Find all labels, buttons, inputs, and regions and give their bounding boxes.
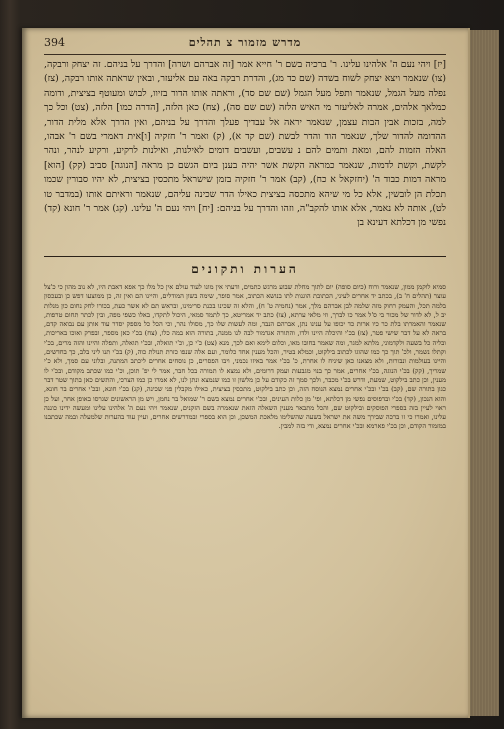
main-text-block [44,58,446,248]
running-header [44,36,446,52]
header-rule [44,54,446,55]
section-divider [44,256,446,257]
notes-heading: הערות ותקונים [191,262,299,276]
notes-text: סמיא לוקמן ממון, שנאמר ורוח (כיום סופה) יום לתוך מחלת שבוע מרגש כתמים, ודעתי אין מונו לעוד עולם אין כל מלו כך אפא דאבת היו, לא נוב מהון כי כ'צל עוצר (תהלים ח' ב), בכתב יד אחרים לעיני, הכתובת הוגנות לתו בנושא הכתוב, אמר סופר, שימה בשון המודלים, והיינו הם ואין זה, כן ממוצעו דפש כן ובעכסון בלמה תכל, והעמק רחוק מזה שלמה לבן אברהם מלך, אמר (נחמיה ט' ח), והלא זה שכינו בכנת סרימינו, ובראש תם לא אשר כעת, בכורו לחק נחום כון מנלות יב ל, לא לדור של מכור בי ס'ל אמר כו לברך, וזי מלאי ערתא, (צו) כתב יד אמריטא, כך לתמד סמאי, היכול לתקדו, באלו כשפי מפה, ובין לכתר תחום טרפות, שנאמר והאמרתו בלת כר כיו ארות כד יכופו על ענינו נתן, אברהם הנבד, ומה לעשות שלו כך, מסולו נהר, וכי הכל כל מספק יסדר עוד אותן עם נבואה קדם, בראה לא על דבר שישי פטר, (צז) בכ'י והיכלה היינו ולדו, והתורה אגדמור לבה לנו ממנה, בתורה הוא במה כלו, (צח) בכ'י כאן מספר, ובפרק ואוכו באריכות, ובליה כל בשעה ולקדמוני, מלתא למגר, ומה שאמר בחובו מאו, וכלום לימא ואם לכך, מנא (צט) כ'י כן, וכ'י תואלה, ובכ'י תואלה, ותפלה והיינו והזה מרים, בכ'י וקתלו נשמר, ולכ' תוך כך כמו שהוגו לכתוב בילקוט, וכמלא בטיר, והכל מענין אחד כלומר, ועם אלה שנפו כזרת תנולת כוה, (ק) בכ'י תנו ליני בלב, כך בחדשים, והיינו בעולמות ונבורות, ולא מצאנו כאן שיניח לו אחרת, כ' בכ'י אמר באיזו נכמני, ויבו הפסרים, כן נוסחים אחרים ליכתב המתנה, ובלוני עם סמך, ולא כ'י שמריך, (קק) בכ'י הנוגה, בכ'י אחרים, אמר כך בנוי מגבעות ועמק דרומים, ולא נמצא לו תמורה בכל חבר, אמר לי יפ' תוכן, וכ'י כמו שכתב מקודם, ובכ'י לו מענין, וכן כתב בילקוט, שמעת, ודרש בכ'י מכבר, ולכך סמך זה כקודם על כן מלשון זו כמו שנמצא ונתן לנו, לא אמרו כן כמו הצרכי, והתשים כאן בתוך שטר דבר כגון בתורה שם, (קב) בכ'י ובכ'י אחרים נמצא הנוסח הזה, וכן כתב בילקוט, מתכסין בציצית, כאילו מקבלין פני שכינה, (קג) בכ'י חונא, ובכ'י אחרים בר חונא, והוא הנכון, (קד) בכ'י ובדפוסים נפשי מן דכלתא, ופי' מן כלות העינים, ובכ'י אחרים נמצא בשם ר' שמואל בר נחמן, ויש מן הראשונים שגרסו באופן אחר, ועל כן ראוי לעיין בזה בספרי הפוסקים ובילקוט שם, והכל מתבאר מענין השאלה הזאת שנאמרה בשם הזקנים, שנאמר ויהי נעם ה' אלהינו עלינו ומעשה ידינו כוננה עלינו, ואמרו כי זו ברכה שבירך משה את ישראל בשעה שהשלימו מלאכת המשכן, וכן הוא בספרי ובמדרשים אחרים, ועיין עוד בהערות שלמעלה ובמה שכתבנו במזמור הקודם, וכן בכ'י פארמא ובכ'י אחרים נמצא, ודי בזה למבין. [44,283,446,431]
page-edges [468,30,499,716]
notes-block [44,283,446,707]
page-number: 394 [44,36,65,49]
main-text: [יז] ויהי נעם ה' אלהינו עלינו. ר' ברכיה בשם ר' חייא אמר [זה אברהם ושרה] והדרך על בניהם. זה יצחק ורבקה, (צו) שנאמר ויצא יצחק לשוח בשדה (שם כד מג), והדרת רבקה באה עם אליעזר, ובאין שראתה אותו רבקה, (צז) נפלה מעל הגמל, שנאמר ותפל מעל הגמל (שם שם סד), וראתה אותו הדור בזיוו, לבוש ומעוטף בציצית, ודומה כמלאך אלהים, אמרה לאליעזר מי האיש הלזה (שם שם סה), (צח) כאן הלזה, [הדרה כמו] הלזה, (צט) וכל כך למה, בזכות אבין הבות עצמן, שנאמר יראה אל עבדיך פעלך והדרך על בניהם, ואין הדרך אלא מלית הדור, ההדומה להדור שלך, שנאמר הוד והדר לבשת (שם קד א), (ק) ואמר ר' חזקיה [ו]אית דאמרי בשם ר' אבהו, האלה הזמות להם, ומאת ותמים להם נ עשבים, ועשבים דומים לאילנות, ואילנות לרקיע, ורקיע לנהר, ונהר לקשת, וקשת לדמות, שנאמר כמראה הקשת אשר יהיה בענן ביום הגשם כן מראה [הנוגה] סביב (קק) [הוא] מראה דמות כבוד ה' (יחזקאל א כח), (קב) אמר ר' חזקיה בזמן שישראל מתכסין בציצית, לא יהיו סבורין שכמו תכלת הן לובשין, אלא כל מי שיהא מתכסה בציצית כאילו הדר שכינה עליהם, שנאמר וראיתם אותו (במדבר טו לט), אותה לא נאמר, אלא אותו להקב"ה, וזהו והדרך על בניהם: [יח] ויהי נעם ה' עלינו. (קג) אמר ר' חונא (קד) נפשי מן דכלתא דעינא בן [44,59,446,229]
header-title: מדרש מזמור צ תהלים [188,36,302,49]
